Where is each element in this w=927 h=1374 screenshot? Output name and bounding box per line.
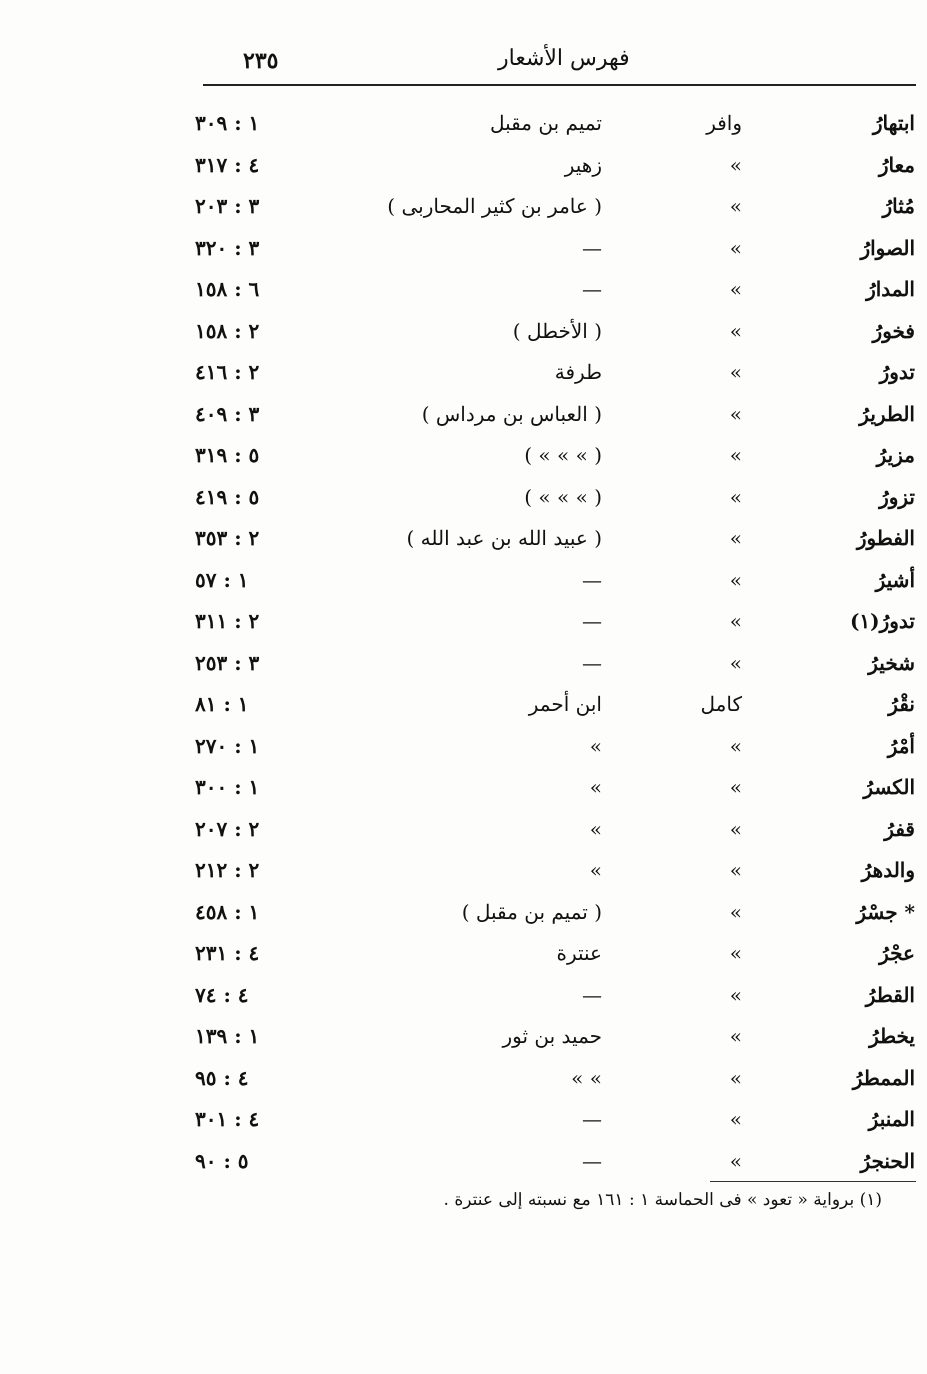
meter-name: » bbox=[729, 318, 742, 343]
poet-name: طرفة bbox=[554, 360, 602, 384]
volume-page-ref: ٥ : ٤١٩ bbox=[195, 484, 260, 509]
poet-name: » » bbox=[571, 1065, 602, 1090]
volume-page-ref: ١ : ٨١ bbox=[195, 692, 249, 716]
volume-page-ref: ٦ : ١٥٨ bbox=[195, 277, 260, 301]
meter-name: » bbox=[729, 526, 742, 550]
table-row bbox=[0, 811, 927, 853]
table-row bbox=[0, 1060, 927, 1102]
poet-name: ( الأخطل ) bbox=[512, 318, 602, 343]
meter-name: » bbox=[729, 816, 742, 841]
rhyme-word: الفطورُ bbox=[856, 526, 915, 550]
meter-name: » bbox=[729, 1024, 742, 1048]
poet-name: — bbox=[582, 1107, 602, 1131]
table-row bbox=[0, 1143, 927, 1185]
poet-name: » bbox=[589, 733, 602, 758]
table-row bbox=[0, 188, 927, 230]
rhyme-word: أمْرُ bbox=[887, 733, 915, 758]
meter-name: » bbox=[729, 484, 742, 509]
volume-page-ref: ٢ : ٣١١ bbox=[195, 609, 260, 633]
poet-name: — bbox=[582, 1148, 602, 1173]
rhyme-word: تزورُ bbox=[879, 484, 915, 509]
rhyme-word: الصوارُ bbox=[860, 235, 915, 260]
meter-name: » bbox=[729, 899, 742, 924]
rhyme-word: عجْرُ bbox=[879, 941, 915, 965]
volume-page-ref: ١ : ١٣٩ bbox=[195, 1024, 260, 1048]
poet-name: — bbox=[582, 650, 602, 675]
table-row bbox=[0, 313, 927, 355]
volume-page-ref: ٣ : ٣٢٠ bbox=[195, 235, 260, 260]
rhyme-word: معارُ bbox=[878, 152, 915, 177]
poet-name: حميد بن ثور bbox=[502, 1024, 602, 1048]
poet-name: ( » » » ) bbox=[524, 443, 602, 467]
page-number: ٢٣٥ bbox=[243, 48, 279, 74]
meter-name: » bbox=[729, 567, 742, 592]
table-row bbox=[0, 479, 927, 521]
table-row bbox=[0, 769, 927, 811]
meter-name: » bbox=[729, 982, 742, 1007]
table-row bbox=[0, 1018, 927, 1060]
table-row bbox=[0, 271, 927, 313]
rhyme-word: الممطرُ bbox=[852, 1065, 915, 1090]
meter-name: » bbox=[729, 277, 742, 301]
poet-name: ابن أحمر bbox=[528, 692, 602, 716]
poet-name: — bbox=[582, 567, 602, 592]
volume-page-ref: ٣ : ٢٥٣ bbox=[195, 650, 260, 675]
volume-page-ref: ١ : ٥٧ bbox=[195, 567, 249, 592]
meter-name: » bbox=[729, 650, 742, 675]
rhyme-word: الطريرُ bbox=[859, 401, 915, 426]
rhyme-word: فخورُ bbox=[872, 318, 915, 343]
rhyme-word: نقْرُ bbox=[888, 692, 915, 716]
meter-name: » bbox=[729, 733, 742, 758]
table-row bbox=[0, 686, 927, 728]
rhyme-word: مُثارُ bbox=[882, 194, 915, 218]
poet-name: تميم بن مقبل bbox=[490, 111, 602, 135]
meter-name: » bbox=[729, 194, 742, 218]
poet-name: عنترة bbox=[556, 941, 602, 965]
poet-name: » bbox=[589, 858, 602, 882]
poet-name: زهير bbox=[564, 152, 602, 177]
poet-name: ( » » » ) bbox=[524, 484, 602, 509]
rhyme-word: تدورُ(١) bbox=[849, 609, 915, 633]
poet-name: ( عبيد الله بن عبد الله ) bbox=[406, 526, 602, 550]
table-row bbox=[0, 230, 927, 272]
table-row bbox=[0, 562, 927, 604]
table-row bbox=[0, 603, 927, 645]
poet-name: ( العباس بن مرداس ) bbox=[421, 401, 602, 426]
table-row bbox=[0, 645, 927, 687]
table-row bbox=[0, 354, 927, 396]
table-row bbox=[0, 396, 927, 438]
volume-page-ref: ١ : ٣٠٩ bbox=[195, 111, 260, 135]
meter-name: كامل bbox=[700, 692, 742, 716]
rhyme-word: مزيرُ bbox=[876, 443, 915, 467]
poet-name: — bbox=[582, 235, 602, 260]
meter-name: » bbox=[729, 775, 742, 799]
table-row bbox=[0, 147, 927, 189]
table-row bbox=[0, 105, 927, 147]
volume-page-ref: ١ : ٢٧٠ bbox=[195, 733, 260, 758]
poet-name: ( عامر بن كثير المحاربى ) bbox=[387, 194, 602, 218]
rhyme-word: والدهرُ bbox=[861, 858, 915, 882]
poet-name: ( تميم بن مقبل ) bbox=[461, 899, 602, 924]
rhyme-word: ابتهارُ bbox=[872, 111, 915, 135]
table-row bbox=[0, 935, 927, 977]
volume-page-ref: ٤ : ٣١٧ bbox=[195, 152, 260, 177]
poet-name: — bbox=[582, 609, 602, 633]
rhyme-word: أشيرُ bbox=[875, 567, 915, 592]
meter-name: » bbox=[729, 401, 742, 426]
meter-name: وافر bbox=[706, 111, 742, 135]
meter-name: » bbox=[729, 360, 742, 384]
volume-page-ref: ٤ : ٧٤ bbox=[195, 982, 249, 1007]
volume-page-ref: ٢ : ٤١٦ bbox=[195, 360, 260, 384]
volume-page-ref: ٣ : ٤٠٩ bbox=[195, 401, 260, 426]
table-row bbox=[0, 852, 927, 894]
running-title: فهرس الأشعار bbox=[498, 46, 630, 71]
poet-name: — bbox=[582, 982, 602, 1007]
rhyme-word: قفرُ bbox=[884, 816, 915, 841]
rhyme-word: المدارُ bbox=[866, 277, 915, 301]
meter-name: » bbox=[729, 1065, 742, 1090]
meter-name: » bbox=[729, 1107, 742, 1131]
rhyme-word: المنبرُ bbox=[868, 1107, 915, 1131]
rhyme-word: الحنجرُ bbox=[860, 1148, 915, 1173]
volume-page-ref: ٢ : ١٥٨ bbox=[195, 318, 260, 343]
table-row bbox=[0, 894, 927, 936]
verse-index-table bbox=[0, 105, 927, 1184]
volume-page-ref: ٢ : ٢١٢ bbox=[195, 858, 260, 882]
footnote-rule bbox=[710, 1181, 916, 1182]
poet-name: » bbox=[589, 816, 602, 841]
table-row bbox=[0, 977, 927, 1019]
rhyme-word: * جسْرُ bbox=[856, 899, 915, 924]
meter-name: » bbox=[729, 235, 742, 260]
table-row bbox=[0, 1101, 927, 1143]
rhyme-word: الكسرُ bbox=[863, 775, 915, 799]
page-header bbox=[203, 44, 916, 80]
meter-name: » bbox=[729, 858, 742, 882]
poet-name: » bbox=[589, 775, 602, 799]
meter-name: » bbox=[729, 443, 742, 467]
meter-name: » bbox=[729, 1148, 742, 1173]
volume-page-ref: ٢ : ٢٠٧ bbox=[195, 816, 260, 841]
volume-page-ref: ٥ : ٩٠ bbox=[195, 1148, 249, 1173]
footnote: (١) برواية « تعود » فى الحماسة ١ : ١٦١ مع نسبته إلى عنترة . bbox=[443, 1190, 882, 1210]
volume-page-ref: ١ : ٤٥٨ bbox=[195, 899, 260, 924]
volume-page-ref: ٤ : ٢٣١ bbox=[195, 941, 260, 965]
volume-page-ref: ٤ : ٣٠١ bbox=[195, 1107, 260, 1131]
volume-page-ref: ١ : ٣٠٠ bbox=[195, 775, 260, 799]
volume-page-ref: ٣ : ٢٠٣ bbox=[195, 194, 260, 218]
table-row bbox=[0, 437, 927, 479]
meter-name: » bbox=[729, 941, 742, 965]
rhyme-word: القطرُ bbox=[865, 982, 915, 1007]
rhyme-word: تدورُ bbox=[879, 360, 915, 384]
volume-page-ref: ٢ : ٣٥٣ bbox=[195, 526, 260, 550]
meter-name: » bbox=[729, 152, 742, 177]
header-rule bbox=[203, 84, 916, 86]
rhyme-word: يخطرُ bbox=[869, 1024, 915, 1048]
table-row bbox=[0, 520, 927, 562]
meter-name: » bbox=[729, 609, 742, 633]
volume-page-ref: ٥ : ٣١٩ bbox=[195, 443, 260, 467]
poet-name: — bbox=[582, 277, 602, 301]
table-row bbox=[0, 728, 927, 770]
rhyme-word: شخيرُ bbox=[868, 650, 915, 675]
volume-page-ref: ٤ : ٩٥ bbox=[195, 1065, 249, 1090]
